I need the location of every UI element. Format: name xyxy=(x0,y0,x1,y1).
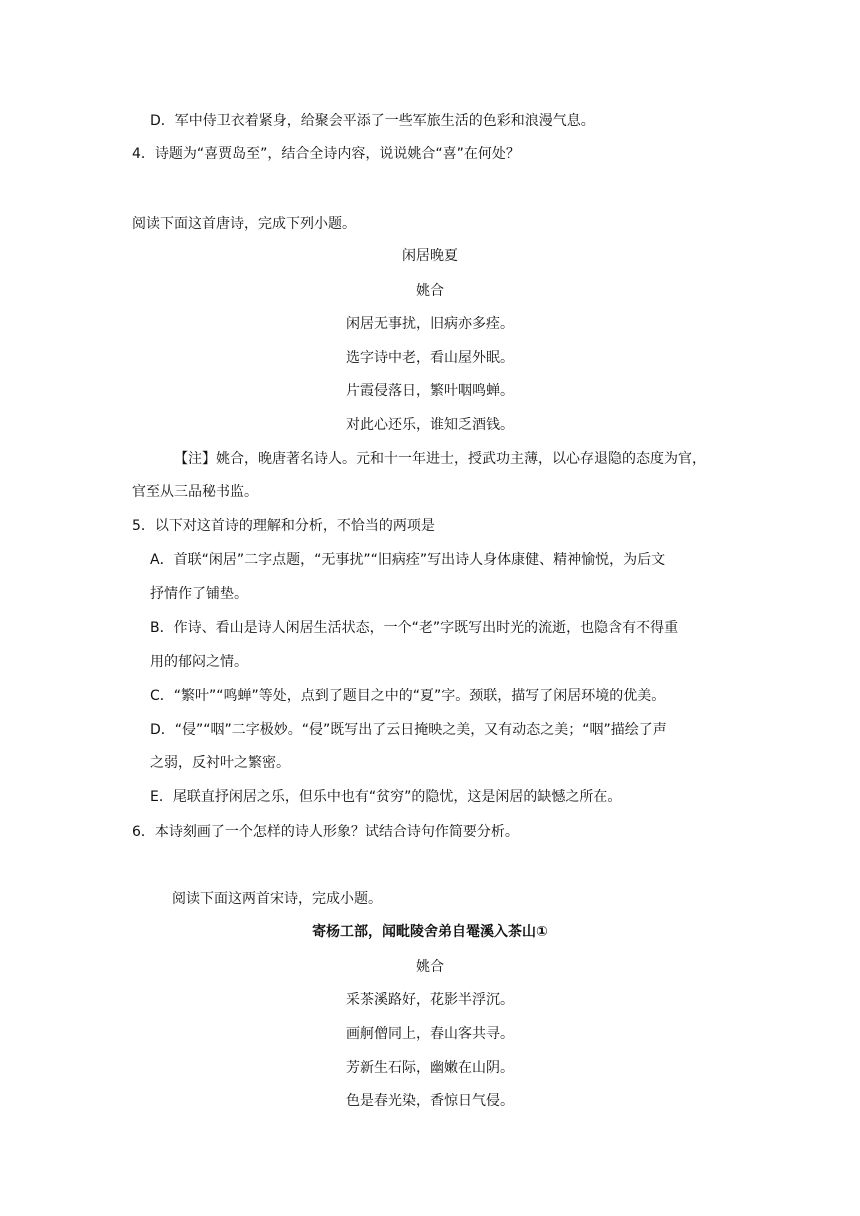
poem-line: 采茶溪路好，花影半浮沉。 xyxy=(346,992,514,1008)
poem-line: 选字诗中老，看山屋外眠。 xyxy=(346,350,514,366)
option-text: B．作诗、看山是诗人闲居生活状态，一个“老”字既写出时光的流逝，也隐含有不得重 xyxy=(150,620,679,636)
poem-line: 片霞侵落日，繁叶咽鸣蝉。 xyxy=(346,383,514,399)
section2-intro: 阅读下面这首唐诗，完成下列小题。 xyxy=(132,216,356,232)
poem-line: 闲居无事扰，旧病亦多痊。 xyxy=(346,316,514,332)
poem-line: 芳新生石际，幽嫩在山阴。 xyxy=(346,1060,514,1076)
note-text-continued: 官至从三品秘书监。 xyxy=(132,484,258,500)
option-text: C．“繁叶”“鸣蝉”等处，点到了题目之中的“夏”字。颈联，描写了闲居环境的优美。 xyxy=(150,688,666,704)
poem-title: 闲居晚夏 xyxy=(402,248,458,264)
poem-author: 姚合 xyxy=(416,283,444,299)
poem-title: 寄杨工部，闻毗陵舍弟自罨溪入茶山① xyxy=(312,924,548,940)
section3-intro: 阅读下面这两首宋诗，完成小题。 xyxy=(172,891,382,907)
option-text: 抒情作了铺垫。 xyxy=(150,586,248,602)
note-text: 【注】姚合，晚唐著名诗人。元和十一年进士，授武功主薄，以心存退隐的态度为官， xyxy=(174,451,706,467)
option-d-text: D．军中侍卫衣着紧身，给聚会平添了一些军旅生活的色彩和浪漫气息。 xyxy=(150,113,595,129)
poem-line: 画舸僧同上，春山客共寻。 xyxy=(346,1026,514,1042)
option-text: 用的郁闷之情。 xyxy=(150,654,248,670)
question-6: 6．本诗刻画了一个怎样的诗人形象？试结合诗句作简要分析。 xyxy=(132,824,519,840)
question-5: 5．以下对这首诗的理解和分析，不恰当的两项是 xyxy=(132,518,435,534)
poem-line: 对此心还乐，谁知乏酒钱。 xyxy=(346,417,514,433)
question-4: 4．诗题为“喜贾岛至”，结合全诗内容，说说姚合“喜”在何处？ xyxy=(132,146,520,162)
option-text: A．首联“闲居”二字点题，“无事扰”“旧病痊”写出诗人身体康健、精神愉悦，为后文 xyxy=(150,552,666,568)
option-text: D．“侵”“咽”二字极妙。“侵”既写出了云日掩映之美，又有动态之美；“咽”描绘了声 xyxy=(150,722,667,738)
option-text: 之弱，反衬叶之繁密。 xyxy=(150,755,290,771)
option-text: E．尾联直抒闲居之乐，但乐中也有“贫穷”的隐忧，这是闲居的缺憾之所在。 xyxy=(150,789,622,805)
poem-author: 姚合 xyxy=(416,959,444,975)
poem-line: 色是春光染，香惊日气侵。 xyxy=(346,1093,514,1109)
